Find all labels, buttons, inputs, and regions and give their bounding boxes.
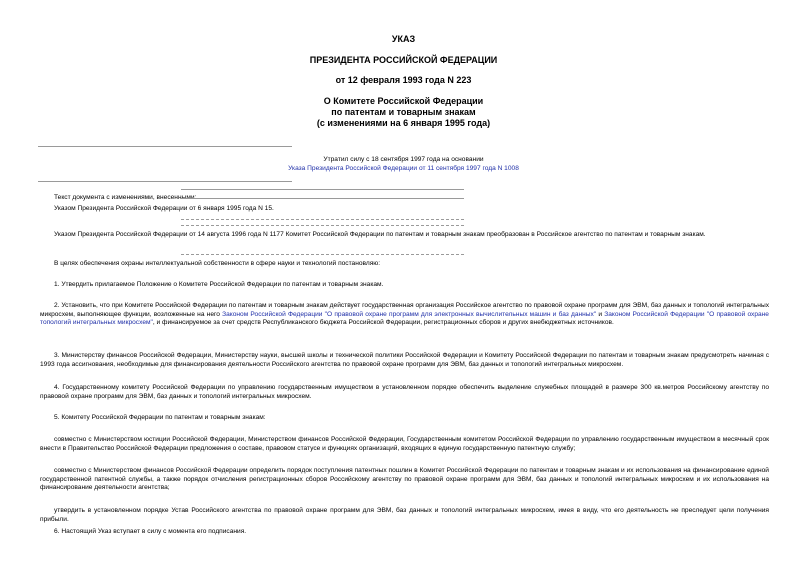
document-subject [0, 96, 807, 129]
divider [38, 146, 292, 147]
document-issuer: ПРЕЗИДЕНТА РОССИЙСКОЙ ФЕДЕРАЦИИ [309, 55, 498, 65]
divider [181, 198, 464, 199]
paragraph-5: 5. Комитету Российской Федерации по патентам и товарным знакам: [54, 414, 266, 421]
changes-note-title: Текст документа с изменениями, внесенными: [54, 194, 197, 201]
changes-note-item: Указом Президента Российской Федерации от 6 января 1995 года N 15. [54, 205, 274, 212]
paragraph-3: 3. Министерству финансов Российской Федерации, Министерству науки, высшей школы и технической политики Российской Федерации и Комитету Российской Федерации по патентам и товарным знакам предусмотреть начиная с 1993 года ассигнования, необходимые для финансирования деятельности Российского агентства по правовой охране программ для ЭВМ, баз данных и топологий интегральных микросхем. [40, 352, 769, 368]
law-link-programs[interactable]: Законом Российской Федерации "О правовой охране программ для электронных вычислительных машин и баз данных" [222, 310, 597, 318]
paragraph-1: 1. Утвердить прилагаемое Положение о Комитете Российской Федерации по патентам и товарным знакам. [54, 281, 384, 288]
divider [38, 181, 292, 182]
dashed-divider [181, 254, 464, 255]
paragraph-5-item-b: совместно с Министерством финансов Российской Федерации определить порядок поступления патентных пошлин в Комитет Российской Федерации по патентам и товарным знакам и их использования на финансирование единой государственной патентной службы, а также порядок отчисления регистрационных сборов Российскому агентству по правовой охране программ для ЭВМ, баз данных и топологий интегральных микросхем и их использования на финансирование деятельности агентства; [40, 467, 769, 492]
subject-line: (с изменениями на 6 января 1995 года) [316, 118, 491, 128]
subject-line: по патентам и товарным знакам [331, 107, 476, 117]
intro-paragraph: Указом Президента Российской Федерации от 14 августа 1996 года N 1177 Комитет Российской Федерации по патентам и товарным знакам преобразован в Российское агентство по патентам и товарным знакам. [54, 231, 706, 238]
dashed-divider [181, 225, 464, 226]
paragraph-5-item-a: совместно с Министерством юстиции Российской Федерации, Министерством финансов Российской Федерации, Государственным комитетом Российской Федерации по управлению государственным имуществом в месячный срок внести в Правительство Российской Федерации предложения о составе, правовом статусе и функциях организаций, входящих в единую государственную патентную службу; [40, 436, 769, 452]
subject-line: О Комитете Российской Федерации [323, 96, 484, 106]
paragraph-6: 6. Настоящий Указ вступает в силу с момента его подписания. [54, 528, 247, 535]
status-notice-text: Утратил силу с 18 сентября 1997 года на основании [323, 156, 484, 163]
preamble-paragraph: В целях обеспечения охраны интеллектуальной собственности в сфере науки и технологий постановляю: [54, 260, 381, 267]
document-title: УКАЗ [391, 34, 416, 44]
dashed-divider [181, 219, 464, 220]
paragraph-5-item-c: утвердить в установленном порядке Устав Российского агентства по правовой охране программ для ЭВМ, баз данных и топологий интегральных микросхем, имея в виду, что его деятельность не преследует цели получения прибыли. [40, 507, 769, 523]
divider [181, 189, 464, 190]
paragraph-2: 2. Установить, что при Комитете Российской Федерации по патентам и товарным знакам действует государственная организация Российское агентство по правовой охране программ для ЭВМ, баз данных и топологий интегральных микросхем, выполняющее функции, возложенные на него Законом Российской Федерации "О правовой охране программ для электронных вычислительных машин и баз данных" и Законом Российской Федерации "О правовой охране топологий интегральных микросхем", и финансируемое за счет средств Республиканского бюджета Российской Федерации, регистрационных сборов и других внебюджетных источников. [40, 302, 769, 327]
document-date-number: от 12 февраля 1993 года N 223 [335, 75, 472, 85]
law-link-topologies[interactable]: Законом Российской Федерации "О правовой охране топологий интегральных микросхем" [40, 310, 769, 327]
status-notice [0, 156, 807, 173]
paragraph-4: 4. Государственному комитету Российской Федерации по управлению государственным имуществом в установленном порядке обеспечить выделение служебных площадей в размере 300 кв.метров Российскому агентству по правовой охране программ для ЭВМ, баз данных и топологий интегральных микросхем. [40, 384, 769, 400]
status-notice-link[interactable]: Указа Президента Российской Федерации от 11 сентября 1997 года N 1008 [288, 164, 519, 172]
